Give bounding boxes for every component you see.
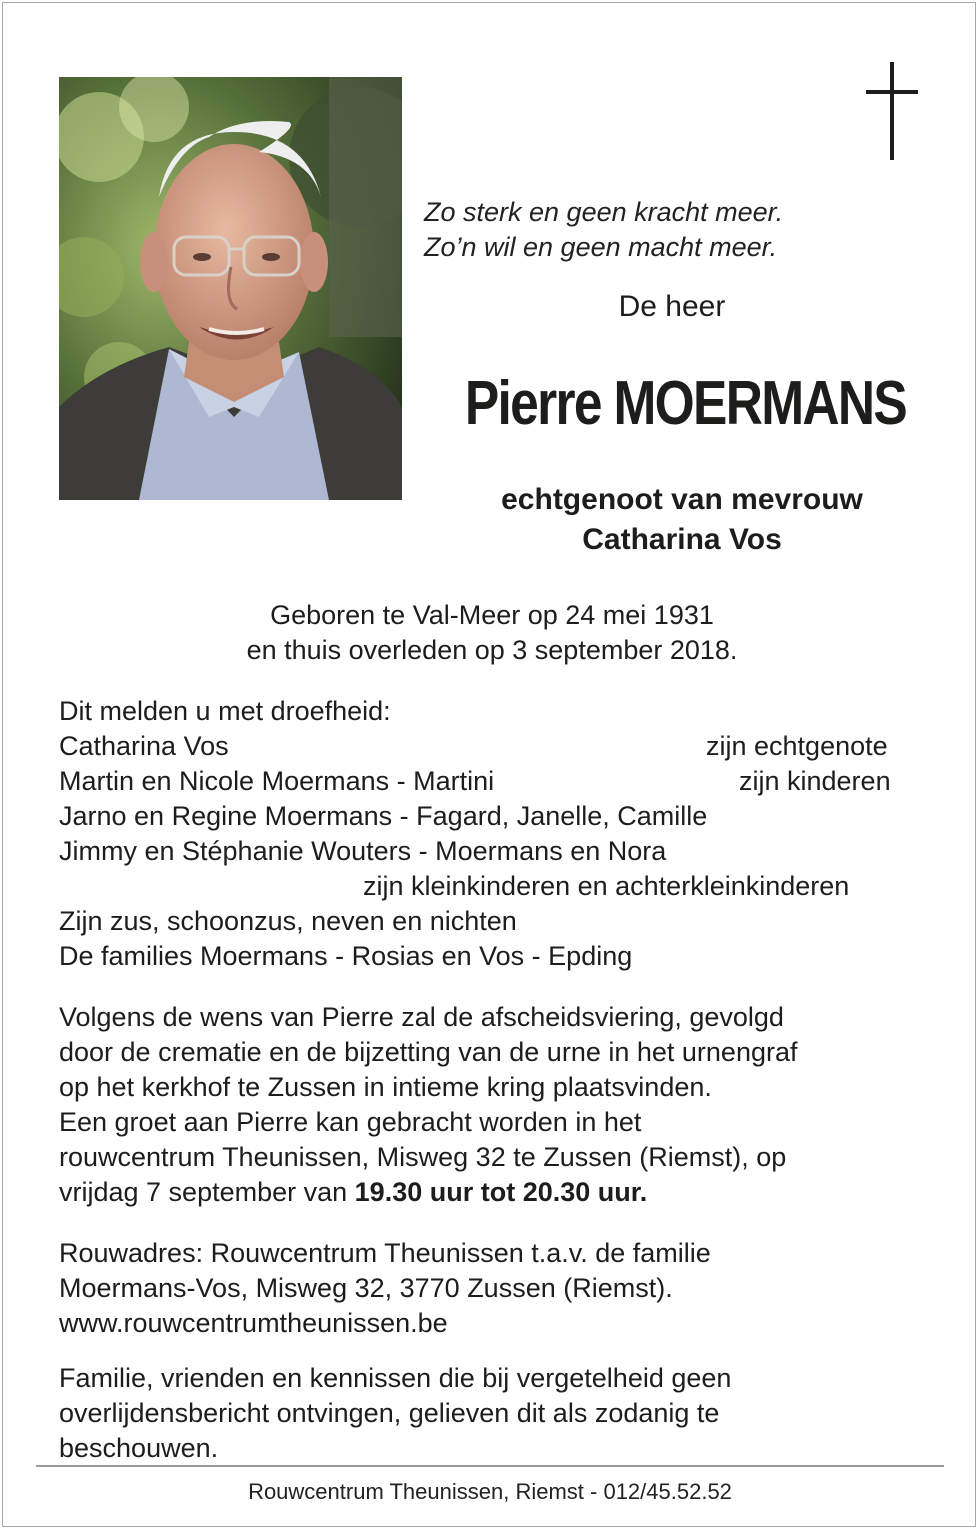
ceremony-line: door de crematie en de bijzetting van de urne in het urnengraf [59,1037,798,1067]
family-member: Jimmy en Stéphanie Wouters - Moermans en Nora [59,836,667,866]
notice-text [59,1361,939,1466]
family-member: Zijn zus, schoonzus, neven en nichten [59,906,517,936]
death-line: en thuis overleden op 3 september 2018. [246,635,738,665]
ceremony-line: op het kerkhof te Zussen in intieme kring plaatsvinden. [59,1072,712,1102]
spouse-name: Catharina Vos [582,523,782,556]
family-member: Catharina Vos [59,731,229,761]
poem-line: Zo sterk en geen kracht meer. [424,197,784,227]
family-member: Jarno en Regine Moermans - Fagard, Janelle, Camille [59,801,708,831]
poem [424,195,924,265]
family-intro: Dit melden u met droefheid: [59,696,391,726]
family-member: De families Moermans - Rosias en Vos - Epding [59,941,633,971]
spouse-line: echtgenoot van mevrouw [501,483,863,516]
family-relation: zijn kleinkinderen en achterkleinkinderen [363,871,850,901]
ceremony-date: vrijdag 7 september van [59,1177,355,1207]
notice-line: beschouwen. [59,1433,219,1463]
notice-line: overlijdensbericht ontvingen, gelieven dit als zodanig te [59,1398,720,1428]
family-relation: zijn kinderen [739,766,891,796]
portrait-photo [59,77,402,500]
footer: Rouwcentrum Theunissen, Riemst - 012/45.52.52 [248,1479,732,1504]
family-relation: zijn echtgenote [706,731,888,761]
notice-line: Familie, vrienden en kennissen die bij vergetelheid geen [59,1363,732,1393]
address-line: Rouwadres: Rouwcentrum Theunissen t.a.v. de familie [59,1238,711,1268]
life-dates [59,598,925,668]
ceremony-time: 19.30 uur tot 20.30 uur. [354,1177,648,1207]
cross-icon [862,62,922,160]
website-link[interactable]: www.rouwcentrumtheunissen.be [59,1308,448,1338]
spouse [424,480,940,560]
poem-line: Zo’n wil en geen macht meer. [424,232,778,262]
mourning-address [59,1236,939,1341]
footer-divider [36,1465,944,1467]
ceremony-line: rouwcentrum Theunissen, Misweg 32 te Zussen (Riemst), op [59,1142,787,1172]
address-line: Moermans-Vos, Misweg 32, 3770 Zussen (Riemst). [59,1273,673,1303]
title: De heer [618,290,726,323]
ceremony-line: Een groet aan Pierre kan gebracht worden in het [59,1107,642,1137]
ceremony-time-line [59,1175,939,1210]
family-member: Martin en Nicole Moermans - Martini [59,766,495,796]
birth-line: Geboren te Val-Meer op 24 mei 1931 [270,600,714,630]
deceased-name: Pierre MOERMANS [464,369,907,438]
ceremony-text [59,1000,939,1210]
ceremony-line: Volgens de wens van Pierre zal de afscheidsviering, gevolgd [59,1002,784,1032]
